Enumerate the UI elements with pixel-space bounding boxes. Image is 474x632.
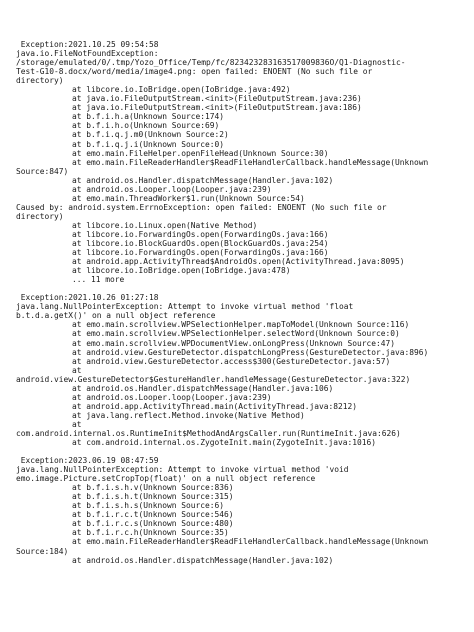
log-line: java.io.FileNotFoundException: bbox=[16, 49, 159, 59]
log-line: at libcore.io.IoBridge.open(IoBridge.java:492) bbox=[72, 85, 291, 95]
log-line: android.view.GestureDetector$GestureHandler.handleMessage(GestureDetector.java:322) bbox=[16, 374, 411, 384]
exception-block bbox=[16, 456, 464, 565]
log-line: at b.f.i.s.h.s(Unknown Source:6) bbox=[72, 501, 225, 511]
log-line: directory) bbox=[16, 76, 64, 86]
log-line: Caused by: android.system.ErrnoException: open failed: ENOENT (No such file or bbox=[16, 202, 387, 212]
log-line: java.lang.NullPointerException: Attempt to invoke virtual method 'void bbox=[16, 465, 349, 475]
log-line: at b.f.i.q.j.m0(Unknown Source:2) bbox=[72, 130, 229, 140]
exception-timestamp: Exception:2023.06.19 08:47:59 bbox=[16, 456, 159, 466]
log-line: emo.image.Picture.setCropTop(float)' on a null object reference bbox=[16, 474, 316, 484]
exception-timestamp: Exception:2021.10.25 09:54:58 bbox=[16, 40, 159, 49]
log-line: at emo.main.FileHelper.openFileHead(Unknown Source:30) bbox=[72, 148, 329, 158]
log-line: at b.f.i.h.o(Unknown Source:69) bbox=[72, 121, 220, 131]
log-line: at com.android.internal.os.ZygoteInit.main(ZygoteInit.java:1016) bbox=[72, 438, 377, 448]
log-line: at emo.main.scrollview.WPDocumentView.onLongPress(Unknown Source:47) bbox=[72, 338, 396, 348]
log-line: Source:847) bbox=[16, 166, 69, 176]
log-line: at libcore.io.Linux.open(Native Method) bbox=[72, 220, 258, 230]
log-line: at emo.main.scrollview.WPSelectionHelper.mapToModel(Unknown Source:116) bbox=[72, 320, 410, 330]
block-separator bbox=[16, 447, 464, 456]
log-line: at b.f.i.r.c.s(Unknown Source:480) bbox=[72, 519, 234, 529]
log-line: at b.f.i.r.c.h(Unknown Source:35) bbox=[72, 528, 229, 538]
log-line: Source:184) bbox=[16, 546, 69, 556]
log-line: at b.f.i.s.h.t(Unknown Source:315) bbox=[72, 492, 234, 502]
log-line: at android.os.Handler.dispatchMessage(Handler.java:106) bbox=[72, 383, 334, 393]
log-line: at android.os.Handler.dispatchMessage(Handler.java:102) bbox=[72, 555, 334, 565]
log-line: at bbox=[72, 365, 82, 375]
exception-block bbox=[16, 40, 464, 284]
log-line: at libcore.io.ForwardingOs.open(ForwardingOs.java:166) bbox=[72, 248, 329, 258]
log-line: at libcore.io.IoBridge.open(IoBridge.java:478) bbox=[72, 266, 291, 276]
log-line: at libcore.io.ForwardingOs.open(ForwardingOs.java:166) bbox=[72, 229, 329, 239]
log-line: at emo.main.ThreadWorker$1.run(Unknown Source:54) bbox=[72, 193, 305, 203]
log-line: at java.io.FileOutputStream.<init>(FileOutputStream.java:186) bbox=[72, 103, 362, 113]
exception-block bbox=[16, 293, 464, 447]
log-line: java.lang.NullPointerException: Attempt to invoke virtual method 'float bbox=[16, 302, 354, 312]
log-line: /storage/emulated/0/.tmp/Yozo_Office/Temp/fc/823423283163517009836O/Q1-Diagnostic- bbox=[16, 58, 406, 68]
log-line: at android.view.GestureDetector.dispatchLongPress(GestureDetector.java:896) bbox=[72, 347, 429, 357]
log-line: at b.f.i.h.a(Unknown Source:174) bbox=[72, 112, 225, 122]
log-line: Test-G10-8.docx/word/media/image4.png: open failed: ENOENT (No such file or bbox=[16, 67, 373, 77]
exception-timestamp: Exception:2021.10.26 01:27:18 bbox=[16, 293, 159, 303]
log-line: ... 11 more bbox=[72, 275, 125, 285]
log-line: at b.f.i.s.h.v(Unknown Source:836) bbox=[72, 483, 234, 493]
log-line: at emo.main.scrollview.WPSelectionHelper.selectWord(Unknown Source:0) bbox=[72, 329, 400, 339]
log-line: directory) bbox=[16, 211, 64, 221]
log-line: at android.os.Looper.loop(Looper.java:239) bbox=[72, 392, 272, 402]
log-line: at java.io.FileOutputStream.<init>(FileOutputStream.java:236) bbox=[72, 94, 362, 104]
log-line: at android.os.Looper.loop(Looper.java:239) bbox=[72, 184, 272, 194]
log-line: at android.view.GestureDetector.access$300(GestureDetector.java:57) bbox=[72, 356, 391, 366]
block-separator bbox=[16, 284, 464, 293]
log-line: at libcore.io.BlockGuardOs.open(BlockGuardOs.java:254) bbox=[72, 239, 329, 249]
log-line: at android.app.ActivityThread$AndroidOs.open(ActivityThread.java:8095) bbox=[72, 257, 405, 267]
log-line: com.android.internal.os.RuntimeInit$MethodAndArgsCaller.run(RuntimeInit.java:626) bbox=[16, 428, 401, 438]
log-line: at java.lang.reflect.Method.invoke(Native Method) bbox=[72, 410, 305, 420]
log-line: at bbox=[72, 419, 82, 429]
log-line: at b.f.i.r.c.t(Unknown Source:546) bbox=[72, 510, 234, 520]
log-line: at emo.main.FileReaderHandler$ReadFileHandlerCallback.handleMessage(Unknown bbox=[72, 157, 429, 167]
log-line: at b.f.i.q.j.i(Unknown Source:0) bbox=[72, 139, 225, 149]
log-line: b.t.d.a.getX()' on a null object reference bbox=[16, 311, 216, 321]
log-line: at android.app.ActivityThread.main(ActivityThread.java:8212) bbox=[72, 401, 358, 411]
log-line: at android.os.Handler.dispatchMessage(Handler.java:102) bbox=[72, 175, 334, 185]
log-line: at emo.main.FileReaderHandler$ReadFileHandlerCallback.handleMessage(Unknown bbox=[72, 537, 429, 547]
